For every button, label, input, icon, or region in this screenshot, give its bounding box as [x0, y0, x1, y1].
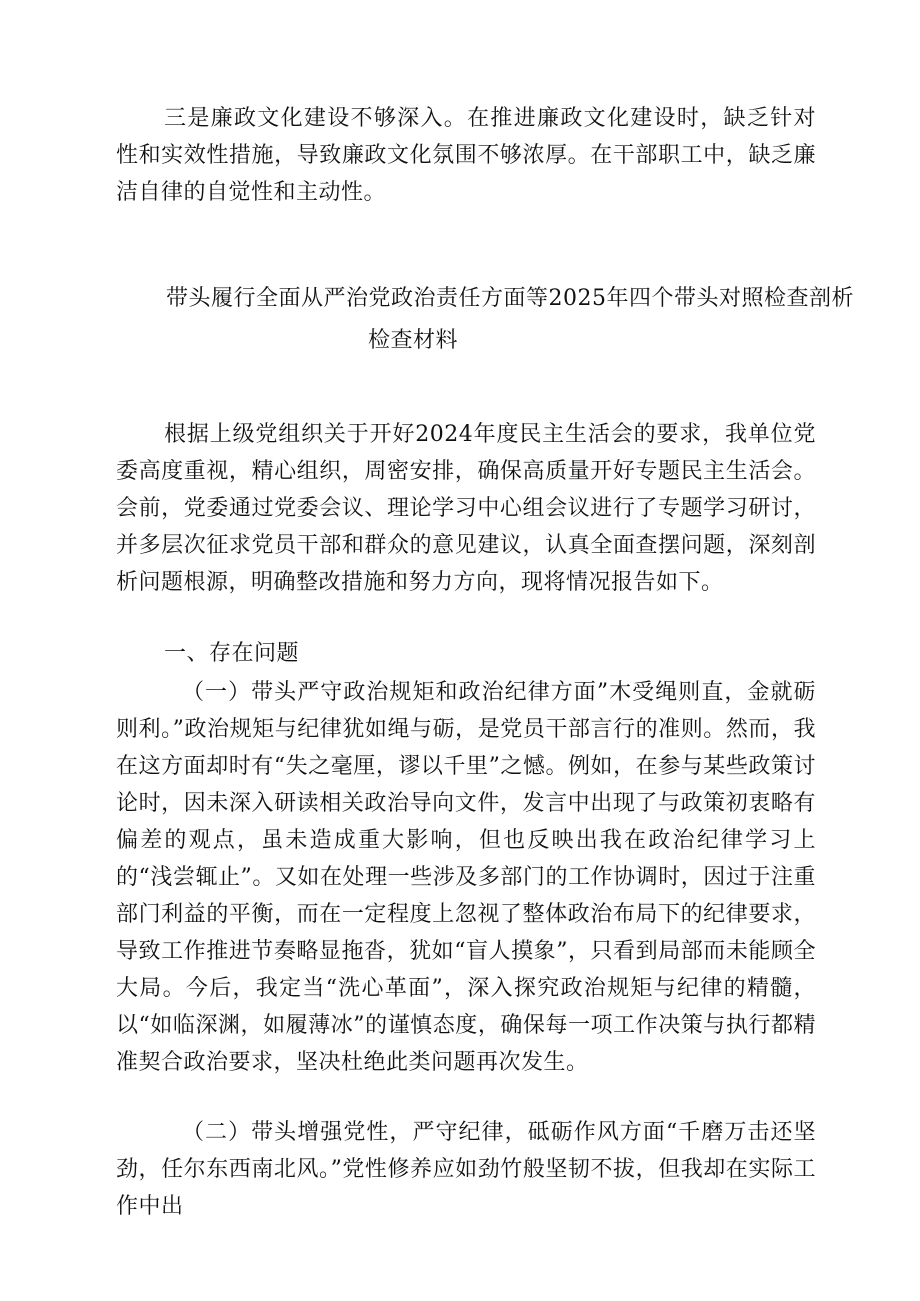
paragraph-preface: 根据上级党组织关于开好2024年度民主生活会的要求，我单位党委高度重视，精心组织，周密安排，确保高质量开好专题民主生活会。会前，党委通过党委会议、理论学习中心组会议进行了专题学习研讨，并多层次征求党员干部和群众的意见建议，认真全面查摆问题，深刻剖析问题根源，明确整改措施和努力方向，现将情况报告如下。	[116, 422, 816, 595]
paragraph-integrity-culture: 三是廉政文化建设不够深入。在推进廉政文化建设时，缺乏针对性和实效性措施，导致廉政文化氛围不够浓厚。在干部职工中，缺乏廉洁自律的自觉性和主动性。	[116, 106, 816, 205]
document-title-line-2: 检查材料	[368, 328, 459, 353]
paragraph-item-2-party-spirit: （二）带头增强党性，严守纪律，砥砺作风方面“千磨万击还坚劲，任尔东西南北风。”党性修养应如劲竹般坚韧不拔，但我却在实际工作中出	[116, 1120, 816, 1219]
paragraph-item-1-political-rules: （一）带头严守政治规矩和政治纪律方面”木受绳则直，金就砺则利。”政治规矩与纪律犹如绳与砺，是党员干部言行的准则。然而，我在这方面却时有“失之毫厘，谬以千里”之憾。例如，在参与某些政策讨论时，因未深入研读相关政治导向文件，发言中出现了与政策初衷略有偏差的观点，虽未造成重大影响，但也反映出我在政治纪律学习上的“浅尝辄止”。又如在处理一些涉及多部门的工作协调时，因过于注重部门利益的平衡，而在一定程度上忽视了整体政治布局下的纪律要求，导致工作推进节奏略显拖沓，犹如“盲人摸象”，只看到局部而未能顾全大局。今后，我定当“洗心革面”，深入探究政治规矩与纪律的精髓，以“如临深渊，如履薄冰”的谨慎态度，确保每一项工作决策与执行都精准契合政治要求，坚决杜绝此类问题再次发生。	[116, 680, 816, 1075]
document-title-line-1: 带头履行全面从严治党政治责任方面等2025年四个带头对照检查剖析	[166, 286, 854, 311]
section-heading-existing-problems: 一、存在问题	[164, 641, 300, 666]
